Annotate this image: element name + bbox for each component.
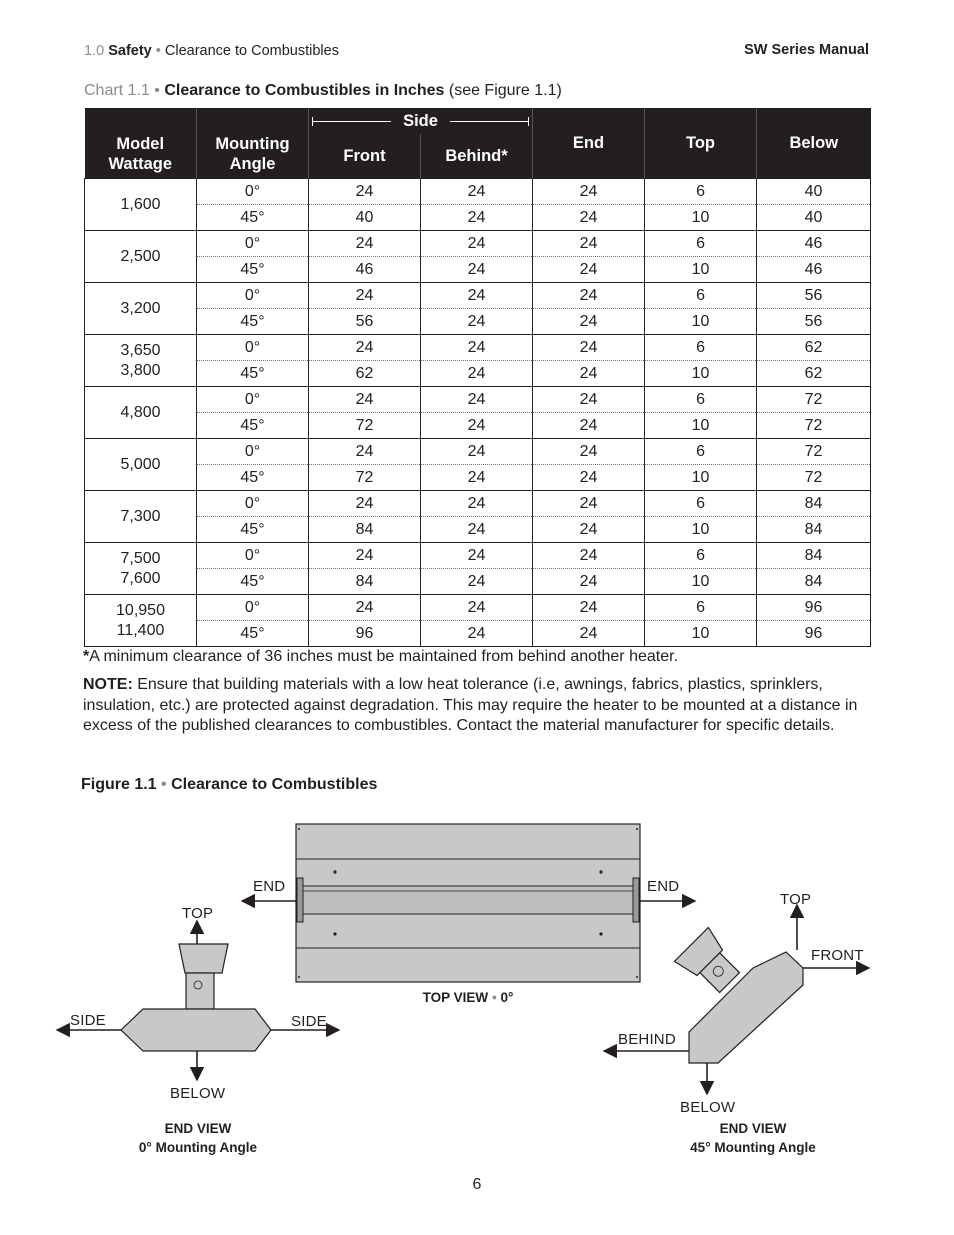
front-cell: 84 bbox=[309, 517, 421, 543]
breadcrumb-separator: • bbox=[155, 43, 161, 59]
end-cell: 24 bbox=[533, 621, 645, 647]
angle-cell: 0° bbox=[197, 595, 309, 621]
top-cell: 10 bbox=[645, 361, 757, 387]
angle-cell: 45° bbox=[197, 361, 309, 387]
model-wattage-cell: 7,500 7,600 bbox=[85, 543, 197, 595]
top-view-caption bbox=[380, 988, 556, 1007]
top-cell: 10 bbox=[645, 257, 757, 283]
end-cell: 24 bbox=[533, 413, 645, 439]
front-cell: 56 bbox=[309, 309, 421, 335]
end-view-45-caption bbox=[653, 1119, 853, 1157]
front-cell: 96 bbox=[309, 621, 421, 647]
below-cell: 96 bbox=[757, 595, 871, 621]
figure-label: Figure 1.1 bbox=[81, 776, 157, 793]
end-cell: 24 bbox=[533, 205, 645, 231]
col-header-end: End bbox=[533, 108, 645, 179]
angle-cell: 45° bbox=[197, 517, 309, 543]
behind-cell: 24 bbox=[421, 543, 533, 569]
model-wattage-cell: 7,300 bbox=[85, 491, 197, 543]
note-text: Ensure that building materials with a low heat tolerance (i.e, awnings, fabrics, plastics, sprinklers, insulation, etc.) are protected against degradation. This may require the heater to be mounted at a distance in excess of the published clearances to combustibles. Contact the material manufacturer for specific details. bbox=[83, 676, 858, 734]
front-cell: 72 bbox=[309, 465, 421, 491]
end-cell: 24 bbox=[533, 231, 645, 257]
end-cell: 24 bbox=[533, 283, 645, 309]
col-header-mounting-angle: Mounting Angle bbox=[197, 108, 309, 179]
angle-cell: 45° bbox=[197, 465, 309, 491]
col-header-side: Side bbox=[403, 112, 438, 130]
section-name: Safety bbox=[108, 43, 152, 59]
end-cell: 24 bbox=[533, 491, 645, 517]
angle-cell: 0° bbox=[197, 387, 309, 413]
top-cell: 6 bbox=[645, 439, 757, 465]
model-wattage-cell: 4,800 bbox=[85, 387, 197, 439]
angle-cell: 45° bbox=[197, 569, 309, 595]
angle-cell: 45° bbox=[197, 309, 309, 335]
label-side-right: SIDE bbox=[291, 1013, 327, 1030]
behind-cell: 24 bbox=[421, 179, 533, 205]
col-header-below: Below bbox=[757, 108, 871, 179]
model-wattage-cell: 10,950 11,400 bbox=[85, 595, 197, 647]
angle-cell: 0° bbox=[197, 439, 309, 465]
front-cell: 24 bbox=[309, 179, 421, 205]
top-cell: 6 bbox=[645, 387, 757, 413]
below-cell: 62 bbox=[757, 335, 871, 361]
front-cell: 72 bbox=[309, 413, 421, 439]
col-header-top: Top bbox=[645, 108, 757, 179]
top-view-heater bbox=[296, 824, 640, 982]
label-top-left: TOP bbox=[182, 905, 214, 922]
model-wattage-cell: 5,000 bbox=[85, 439, 197, 491]
end-cell: 24 bbox=[533, 179, 645, 205]
behind-cell: 24 bbox=[421, 491, 533, 517]
end-cell: 24 bbox=[533, 439, 645, 465]
manual-title: SW Series Manual bbox=[744, 42, 869, 58]
behind-cell: 24 bbox=[421, 621, 533, 647]
angle-cell: 45° bbox=[197, 257, 309, 283]
behind-cell: 24 bbox=[421, 413, 533, 439]
top-cell: 10 bbox=[645, 517, 757, 543]
front-cell: 24 bbox=[309, 387, 421, 413]
top-cell: 6 bbox=[645, 543, 757, 569]
col-header-model-wattage: Model Wattage bbox=[85, 108, 197, 179]
label-end-right: END bbox=[647, 878, 680, 895]
label-side-left: SIDE bbox=[70, 1012, 106, 1029]
front-cell: 24 bbox=[309, 231, 421, 257]
below-cell: 84 bbox=[757, 543, 871, 569]
below-cell: 84 bbox=[757, 517, 871, 543]
below-cell: 40 bbox=[757, 179, 871, 205]
label-below-left: BELOW bbox=[170, 1085, 226, 1102]
chart-label: Chart 1.1 bbox=[84, 82, 150, 99]
front-cell: 24 bbox=[309, 491, 421, 517]
top-cell: 10 bbox=[645, 413, 757, 439]
top-cell: 10 bbox=[645, 309, 757, 335]
end-cell: 24 bbox=[533, 465, 645, 491]
behind-cell: 24 bbox=[421, 283, 533, 309]
col-header-behind: Behind* bbox=[421, 134, 533, 179]
footnote-text: A minimum clearance of 36 inches must be maintained from behind another heater. bbox=[89, 648, 679, 665]
behind-cell: 24 bbox=[421, 387, 533, 413]
top-cell: 10 bbox=[645, 205, 757, 231]
front-cell: 40 bbox=[309, 205, 421, 231]
below-cell: 72 bbox=[757, 413, 871, 439]
end-cell: 24 bbox=[533, 257, 645, 283]
end-view-0-angle: 0° Mounting Angle bbox=[138, 1140, 258, 1155]
chart-reference: (see Figure 1.1) bbox=[448, 82, 562, 99]
behind-cell: 24 bbox=[421, 517, 533, 543]
top-cell: 6 bbox=[645, 335, 757, 361]
page-number: 6 bbox=[472, 1176, 482, 1193]
end-cell: 24 bbox=[533, 517, 645, 543]
behind-cell: 24 bbox=[421, 335, 533, 361]
behind-cell: 24 bbox=[421, 361, 533, 387]
top-cell: 10 bbox=[645, 569, 757, 595]
label-behind: BEHIND bbox=[618, 1031, 676, 1048]
below-cell: 84 bbox=[757, 569, 871, 595]
front-cell: 46 bbox=[309, 257, 421, 283]
top-cell: 6 bbox=[645, 595, 757, 621]
below-cell: 46 bbox=[757, 257, 871, 283]
angle-cell: 0° bbox=[197, 543, 309, 569]
top-view-separator: • bbox=[491, 990, 497, 1005]
front-cell: 62 bbox=[309, 361, 421, 387]
top-view-angle: 0° bbox=[500, 990, 514, 1005]
top-cell: 6 bbox=[645, 179, 757, 205]
section-number: 1.0 bbox=[84, 43, 105, 59]
label-front: FRONT bbox=[811, 947, 864, 964]
top-cell: 10 bbox=[645, 621, 757, 647]
label-below-right: BELOW bbox=[680, 1099, 736, 1116]
behind-cell: 24 bbox=[421, 309, 533, 335]
below-cell: 84 bbox=[757, 491, 871, 517]
behind-cell: 24 bbox=[421, 595, 533, 621]
label-top-right: TOP bbox=[780, 891, 812, 908]
model-wattage-cell: 1,600 bbox=[85, 179, 197, 231]
behind-cell: 24 bbox=[421, 439, 533, 465]
end-cell: 24 bbox=[533, 361, 645, 387]
below-cell: 72 bbox=[757, 465, 871, 491]
front-cell: 24 bbox=[309, 283, 421, 309]
front-cell: 84 bbox=[309, 569, 421, 595]
front-cell: 24 bbox=[309, 335, 421, 361]
top-view-caption-text: TOP VIEW bbox=[422, 990, 489, 1005]
note-label: NOTE: bbox=[83, 676, 133, 693]
below-cell: 56 bbox=[757, 283, 871, 309]
model-wattage-cell: 2,500 bbox=[85, 231, 197, 283]
behind-cell: 24 bbox=[421, 569, 533, 595]
end-cell: 24 bbox=[533, 309, 645, 335]
model-wattage-cell: 3,200 bbox=[85, 283, 197, 335]
end-cell: 24 bbox=[533, 595, 645, 621]
angle-cell: 45° bbox=[197, 205, 309, 231]
below-cell: 96 bbox=[757, 621, 871, 647]
angle-cell: 0° bbox=[197, 491, 309, 517]
end-cell: 24 bbox=[533, 387, 645, 413]
below-cell: 56 bbox=[757, 309, 871, 335]
top-cell: 10 bbox=[645, 465, 757, 491]
footnote-marker: * bbox=[83, 648, 90, 665]
model-wattage-cell: 3,650 3,800 bbox=[85, 335, 197, 387]
below-cell: 40 bbox=[757, 205, 871, 231]
below-cell: 46 bbox=[757, 231, 871, 257]
below-cell: 72 bbox=[757, 439, 871, 465]
end-view-0-heater bbox=[121, 944, 271, 1051]
front-cell: 24 bbox=[309, 543, 421, 569]
chart-title-separator: • bbox=[154, 82, 160, 99]
end-cell: 24 bbox=[533, 335, 645, 361]
figure-title-separator: • bbox=[161, 776, 167, 793]
end-view-45-angle: 45° Mounting Angle bbox=[690, 1140, 816, 1155]
behind-cell: 24 bbox=[421, 465, 533, 491]
chart-title-text: Clearance to Combustibles in Inches bbox=[164, 82, 445, 99]
top-cell: 6 bbox=[645, 231, 757, 257]
angle-cell: 0° bbox=[197, 231, 309, 257]
col-header-front: Front bbox=[309, 134, 421, 179]
end-cell: 24 bbox=[533, 569, 645, 595]
behind-cell: 24 bbox=[421, 257, 533, 283]
end-cell: 24 bbox=[533, 543, 645, 569]
angle-cell: 0° bbox=[197, 283, 309, 309]
front-cell: 24 bbox=[309, 439, 421, 465]
below-cell: 62 bbox=[757, 361, 871, 387]
below-cell: 72 bbox=[757, 387, 871, 413]
front-cell: 24 bbox=[309, 595, 421, 621]
end-view-0-caption bbox=[98, 1119, 298, 1157]
behind-cell: 24 bbox=[421, 205, 533, 231]
figure-title-text: Clearance to Combustibles bbox=[171, 776, 378, 793]
angle-cell: 45° bbox=[197, 413, 309, 439]
behind-cell: 24 bbox=[421, 231, 533, 257]
angle-cell: 45° bbox=[197, 621, 309, 647]
angle-cell: 0° bbox=[197, 179, 309, 205]
top-cell: 6 bbox=[645, 491, 757, 517]
top-cell: 6 bbox=[645, 283, 757, 309]
end-view-45-title: END VIEW bbox=[719, 1121, 787, 1136]
end-view-45-heater bbox=[674, 927, 803, 1063]
subsection-name: Clearance to Combustibles bbox=[164, 43, 339, 59]
angle-cell: 0° bbox=[197, 335, 309, 361]
end-view-0-title: END VIEW bbox=[164, 1121, 232, 1136]
label-end-left: END bbox=[253, 878, 286, 895]
